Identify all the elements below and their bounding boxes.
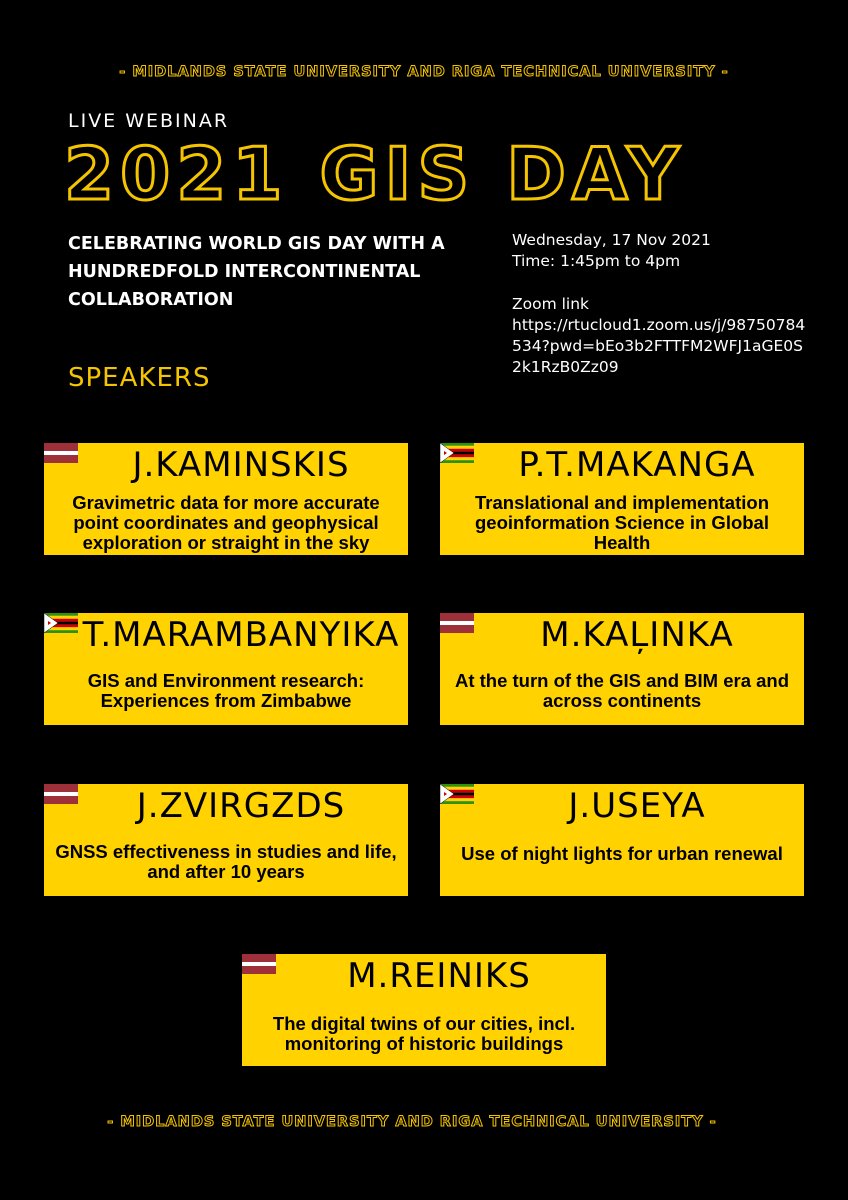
speaker-topic: At the turn of the GIS and BIM era and across continents bbox=[454, 670, 790, 711]
zimbabwe-flag-icon bbox=[440, 784, 474, 804]
speaker-name: J.KAMINSKIS bbox=[132, 445, 350, 485]
speaker-topic: GNSS effectiveness in studies and life, and after 10 years bbox=[55, 841, 397, 882]
speaker-topic: Use of night lights for urban renewal bbox=[461, 843, 783, 864]
speaker-card bbox=[44, 443, 408, 555]
speaker-name: T.MARAMBANYIKA bbox=[82, 615, 400, 655]
speaker-topic: GIS and Environment research: Experiences from Zimbabwe bbox=[87, 670, 365, 711]
speaker-name: J.ZVIRGZDS bbox=[136, 786, 346, 826]
speaker-name: M.REINIKS bbox=[347, 956, 531, 996]
latvia-flag-icon bbox=[44, 443, 78, 463]
latvia-flag-icon bbox=[44, 784, 78, 804]
speaker-card bbox=[44, 784, 408, 896]
event-date: Wednesday, 17 Nov 2021 bbox=[512, 231, 711, 249]
speaker-topic: Translational and implementation geoinformation Science in Global Health bbox=[475, 492, 769, 553]
speaker-name: J.USEYA bbox=[568, 786, 706, 826]
top-banner: - MIDLANDS STATE UNIVERSITY AND RIGA TECHNICAL UNIVERSITY - bbox=[119, 64, 729, 80]
subtitle: CELEBRATING WORLD GIS DAY WITH A HUNDREDFOLD INTERCONTINENTAL COLLABORATION bbox=[68, 234, 445, 310]
speaker-name: P.T.MAKANGA bbox=[518, 445, 756, 485]
speaker-card bbox=[440, 443, 804, 555]
event-time: Time: 1:45pm to 4pm bbox=[512, 252, 681, 270]
zoom-label: Zoom link bbox=[512, 295, 590, 313]
event-label: LIVE WEBINAR bbox=[68, 110, 230, 132]
speaker-card bbox=[440, 784, 804, 896]
speaker-topic: Gravimetric data for more accurate point coordinates and geophysical exploration or straight in the sky bbox=[72, 492, 380, 553]
latvia-flag-icon bbox=[440, 613, 474, 633]
zoom-link[interactable]: https://rtucloud1.zoom.us/j/98750784534?pwd=bEo3b2FTTFM2WFJ1aGE0S2k1RzB0Zz09 bbox=[512, 316, 806, 376]
speaker-card bbox=[440, 613, 804, 725]
speaker-name: M.KAĻINKA bbox=[540, 615, 734, 655]
speaker-topic: The digital twins of our cities, incl. monitoring of historic buildings bbox=[272, 1013, 576, 1054]
zimbabwe-flag-icon bbox=[44, 613, 78, 633]
zimbabwe-flag-icon bbox=[440, 443, 474, 463]
latvia-flag-icon bbox=[242, 954, 276, 974]
speakers-heading: SPEAKERS bbox=[68, 363, 211, 393]
speaker-card bbox=[44, 613, 408, 725]
bottom-banner: - MIDLANDS STATE UNIVERSITY AND RIGA TECHNICAL UNIVERSITY - bbox=[107, 1114, 717, 1130]
speaker-card bbox=[242, 954, 606, 1066]
page-title: 2021 GIS DAY bbox=[64, 132, 685, 216]
event-info bbox=[512, 230, 812, 378]
